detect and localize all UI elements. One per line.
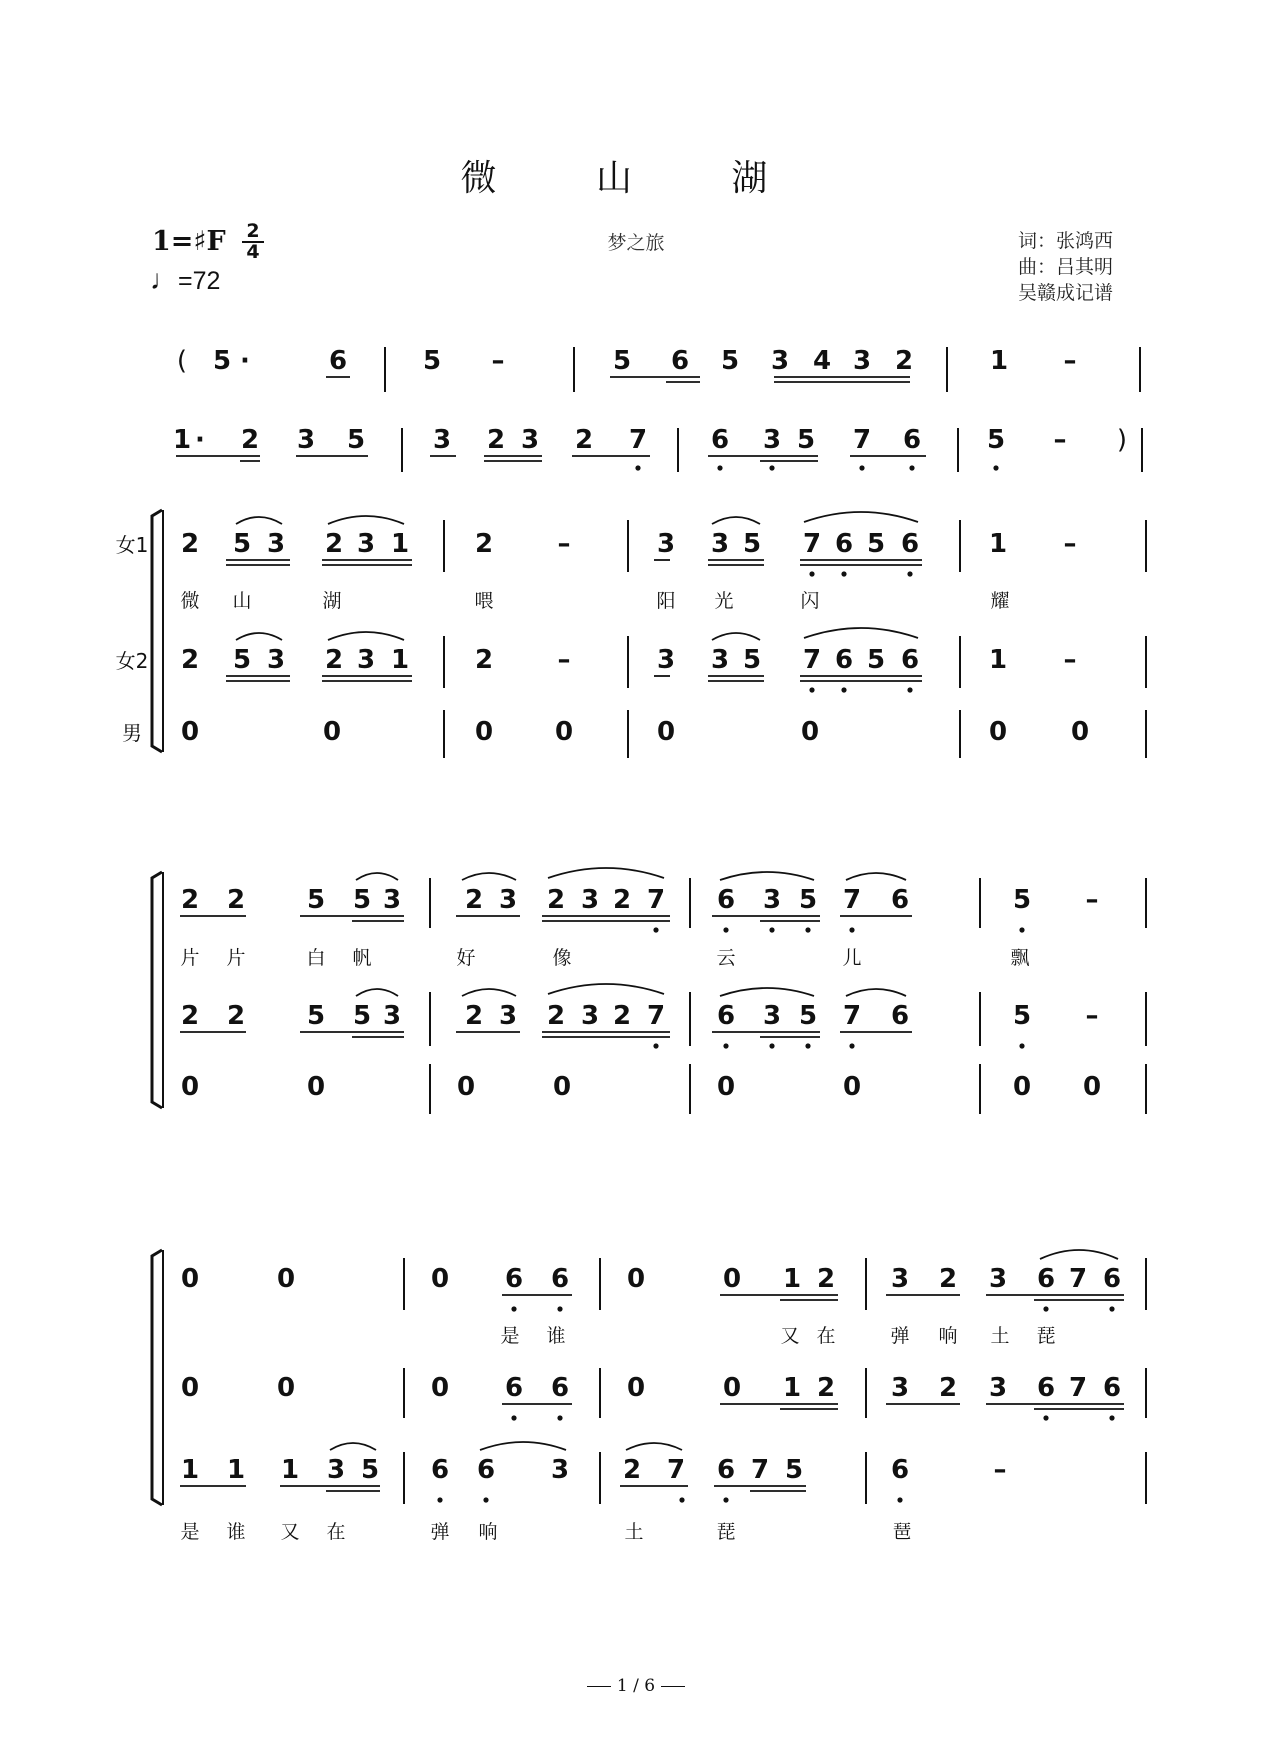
lyric-char: 儿 [842,947,862,969]
octave-dot [653,1043,658,1048]
lyric-char: 闪 [800,590,820,612]
intro-note: 5 [720,346,740,376]
melody-note: 7 [750,1455,770,1485]
melody-note: 0 [276,1264,296,1294]
melody-note: 3 [382,885,402,915]
melody-note: 6 [1102,1264,1122,1294]
melody-note: 0 [722,1264,742,1294]
melody-note: 1 [280,1455,300,1485]
melody-note: 6 [900,645,920,675]
melody-note: 5 [1012,1001,1032,1031]
lyric-char: 琵 [716,1521,736,1543]
melody-note: 6 [430,1455,450,1485]
intro-note: · [195,425,205,455]
melody-note: 3 [382,1001,402,1031]
slur [356,989,398,996]
system-brace [152,1250,162,1505]
slur [548,868,664,878]
melody-note: 6 [476,1455,496,1485]
melody-note: 6 [716,1001,736,1031]
octave-dot [907,687,912,692]
intro-note: 6 [328,346,348,376]
slur [462,873,516,880]
melody-note: 0 [626,1264,646,1294]
score-title: 微 山 湖 [460,158,812,199]
intro-note: 2 [894,346,914,376]
intro-note: 5 [422,346,442,376]
octave-dot [723,927,728,932]
melody-note: 2 [938,1264,958,1294]
slur [626,1443,682,1450]
lyric-char: 是 [500,1325,520,1347]
intro-note: 6 [710,425,730,455]
octave-dot [511,1306,516,1311]
melody-note: 6 [1036,1373,1056,1403]
lyric-char: 片 [226,947,246,969]
octave-dot [769,465,774,470]
voice-label: 女2 [115,649,149,673]
octave-dot [1043,1306,1048,1311]
melody-note: 3 [656,529,676,559]
melody-note: 0 [180,1264,200,1294]
melody-note: 7 [802,645,822,675]
rest-zero: 0 [842,1072,862,1102]
slur [1040,1250,1118,1259]
lyric-char: 山 [232,590,252,612]
lyric-char: 帆 [352,947,372,969]
lyric-char: 好 [456,947,476,969]
melody-note: 3 [710,645,730,675]
melody-note: 0 [180,1373,200,1403]
melody-note: – [557,529,571,559]
melody-note: 1 [782,1373,802,1403]
intro-note: 5 [986,425,1006,455]
melody-note: – [1063,529,1077,559]
octave-dot [769,1043,774,1048]
slur [480,1442,566,1450]
melody-note: 7 [646,1001,666,1031]
rest-zero: 0 [1012,1072,1032,1102]
melody-note: 2 [622,1455,642,1485]
melody-note: 6 [716,885,736,915]
melody-note: 3 [762,1001,782,1031]
lyric-char: 微 [180,590,200,612]
octave-dot [1019,1043,1024,1048]
rest-zero: 0 [322,717,342,747]
rest-zero: 0 [180,717,200,747]
melody-note: 5 [1012,885,1032,915]
melody-note: 2 [324,645,344,675]
rest-zero: 0 [1082,1072,1102,1102]
rest-zero: 0 [180,1072,200,1102]
score-subtitle: 梦之旅 [607,232,665,254]
melody-note: 2 [464,885,484,915]
melody-note: 6 [504,1264,524,1294]
melody-note: 7 [1068,1373,1088,1403]
slur [462,989,516,996]
slur [712,517,760,524]
melody-note: 5 [742,645,762,675]
octave-dot [635,465,640,470]
rest-zero: 0 [656,717,676,747]
melody-note: 2 [474,645,494,675]
slur [328,516,404,524]
lyric-char: 琵 [1036,1325,1056,1347]
melody-note: – [1085,1001,1099,1031]
slur [330,1443,376,1450]
intro-note: 3 [770,346,790,376]
key-signature: 1=♯F [152,226,226,257]
octave-dot [805,927,810,932]
quarter-note-icon: ♩ [150,264,178,295]
voice-label: 男 [122,721,142,745]
melody-note: 3 [710,529,730,559]
melody-note: 3 [498,885,518,915]
octave-dot [717,465,722,470]
intro-note: – [1063,346,1077,376]
melody-note: 1 [782,1264,802,1294]
rest-zero: 0 [716,1072,736,1102]
melody-note: 2 [938,1373,958,1403]
rest-zero: 0 [1070,717,1090,747]
melody-note: 6 [900,529,920,559]
melody-note: 2 [180,1001,200,1031]
intro-paren: ( [176,346,188,376]
intro-note: 7 [852,425,872,455]
intro-note: 5 [612,346,632,376]
melody-note: 2 [226,1001,246,1031]
melody-note: 5 [352,1001,372,1031]
melody-note: 5 [232,645,252,675]
melody-note: – [1063,645,1077,675]
melody-note: 3 [326,1455,346,1485]
lyric-char: 白 [306,947,326,969]
melody-note: 0 [722,1373,742,1403]
lyric-char: 土 [624,1521,644,1543]
octave-dot [483,1497,488,1502]
intro-note: – [1053,425,1067,455]
octave-dot [557,1415,562,1420]
melody-note: 6 [550,1264,570,1294]
melody-note: 3 [988,1264,1008,1294]
octave-dot [809,571,814,576]
lyric-char: 土 [990,1325,1010,1347]
slur [846,873,906,880]
rest-zero: 0 [552,1072,572,1102]
melody-note: 6 [504,1373,524,1403]
system-brace [152,872,162,1108]
rest-zero: 0 [306,1072,326,1102]
lyricist-credit: 词：张鸿西 [1018,230,1114,252]
melody-note: 3 [762,885,782,915]
melody-note: 1 [390,645,410,675]
intro-note: 5 [346,425,366,455]
melody-note: 5 [306,1001,326,1031]
melody-note: 5 [784,1455,804,1485]
lyric-char: 光 [714,590,734,612]
melody-note: 3 [988,1373,1008,1403]
intro-note: 2 [574,425,594,455]
octave-dot [653,927,658,932]
intro-note: 5 [796,425,816,455]
lyric-char: 弹 [890,1325,910,1347]
octave-dot [769,927,774,932]
melody-note: 6 [890,1001,910,1031]
octave-dot [1019,927,1024,932]
lyric-char: 弹 [430,1521,450,1543]
intro-note: · [240,346,250,376]
octave-dot [849,1043,854,1048]
octave-dot [897,1497,902,1502]
melody-note: 7 [802,529,822,559]
melody-note: 2 [180,885,200,915]
octave-dot [993,465,998,470]
lyric-char: 在 [326,1521,346,1543]
melody-note: 7 [1068,1264,1088,1294]
melody-note: 0 [430,1373,450,1403]
slur [720,872,814,880]
intro-note: 6 [670,346,690,376]
melody-note: 6 [890,885,910,915]
octave-dot [511,1415,516,1420]
slur [356,873,398,880]
melody-note: 7 [842,1001,862,1031]
melody-note: 5 [232,529,252,559]
lyric-char: 阳 [656,590,676,612]
melody-note: 6 [716,1455,736,1485]
intro-paren: ) [1116,425,1128,455]
melody-note: 1 [390,529,410,559]
melody-note: 5 [866,645,886,675]
melody-note: 5 [360,1455,380,1485]
melody-note: 2 [180,529,200,559]
slur [236,517,282,524]
melody-note: 0 [626,1373,646,1403]
lyric-char: 在 [816,1325,836,1347]
lyric-char: 谁 [546,1325,566,1347]
lyric-char: 又 [780,1325,800,1347]
rest-zero: 0 [988,717,1008,747]
melody-note: 3 [550,1455,570,1485]
intro-note: 3 [296,425,316,455]
octave-dot [679,1497,684,1502]
octave-dot [909,465,914,470]
melody-note: 2 [816,1264,836,1294]
melody-note: 3 [890,1264,910,1294]
system-brace [152,510,162,752]
melody-note: 7 [842,885,862,915]
rest-zero: 0 [474,717,494,747]
melody-note: 7 [646,885,666,915]
melody-note: 2 [612,885,632,915]
melody-note: 1 [180,1455,200,1485]
melody-note: – [1085,885,1099,915]
rest-zero: 0 [554,717,574,747]
intro-note: 1 [172,425,192,455]
lyric-char: 飘 [1010,947,1030,969]
melody-note: 3 [356,645,376,675]
lyric-char: 片 [180,947,200,969]
intro-note: 3 [852,346,872,376]
octave-dot [849,927,854,932]
slur [720,988,814,996]
lyric-char: 又 [280,1521,300,1543]
intro-note: 7 [628,425,648,455]
intro-note: 2 [486,425,506,455]
melody-note: 2 [546,1001,566,1031]
slur [548,984,664,994]
lyric-char: 喂 [474,590,494,612]
slur [804,628,918,638]
melody-note: 2 [546,885,566,915]
time-signature-numerator: 2 [242,222,264,243]
page-number [0,1676,1272,1696]
voice-label: 女1 [115,533,149,557]
melody-note: 3 [656,645,676,675]
melody-note: 1 [226,1455,246,1485]
slur [236,633,282,640]
octave-dot [723,1043,728,1048]
slur [846,989,906,996]
melody-note: 2 [612,1001,632,1031]
melody-note: 6 [550,1373,570,1403]
octave-dot [805,1043,810,1048]
intro-note: 5 [212,346,232,376]
time-signature-denominator: 4 [246,241,260,263]
lyric-char: 响 [478,1521,498,1543]
melody-note: 6 [890,1455,910,1485]
melody-note: – [993,1455,1007,1485]
tempo-value: =72 [178,267,221,295]
intro-note: 1 [989,346,1009,376]
octave-dot [1043,1415,1048,1420]
melody-note: 2 [474,529,494,559]
melody-note: 3 [580,1001,600,1031]
melody-note: – [557,645,571,675]
lyric-char: 耀 [990,590,1010,612]
intro-note: 6 [902,425,922,455]
melody-note: 5 [352,885,372,915]
octave-dot [841,687,846,692]
melody-note: 2 [324,529,344,559]
melody-note: 2 [180,645,200,675]
slur [328,632,404,640]
melody-note: 6 [834,645,854,675]
melody-note: 5 [742,529,762,559]
lyric-char: 像 [552,947,572,969]
lyric-char: 湖 [322,590,342,612]
octave-dot [437,1497,442,1502]
lyric-char: 是 [180,1521,200,1543]
lyric-char: 琶 [892,1521,912,1543]
lyric-char: 谁 [226,1521,246,1543]
melody-note: 5 [306,885,326,915]
melody-note: 2 [816,1373,836,1403]
melody-note: 3 [266,645,286,675]
melody-note: 6 [834,529,854,559]
melody-note: 3 [356,529,376,559]
melody-note: 6 [1102,1373,1122,1403]
octave-dot [1109,1415,1114,1420]
page-number-text: 1 / 6 [616,1676,656,1696]
lyric-char: 云 [716,947,736,969]
melody-note: 0 [430,1264,450,1294]
melody-note: 3 [890,1373,910,1403]
melody-note: 2 [226,885,246,915]
intro-note: 3 [520,425,540,455]
melody-note: 6 [1036,1264,1056,1294]
melody-note: 3 [580,885,600,915]
melody-note: 1 [988,529,1008,559]
intro-note: 2 [240,425,260,455]
melody-note: 7 [666,1455,686,1485]
slur [712,633,760,640]
transcriber-credit: 吴赣成记谱 [1018,282,1114,304]
melody-note: 3 [498,1001,518,1031]
octave-dot [907,571,912,576]
slur [804,512,918,522]
octave-dot [859,465,864,470]
intro-note: 3 [432,425,452,455]
melody-note: 5 [798,885,818,915]
melody-note: 1 [988,645,1008,675]
rest-zero: 0 [800,717,820,747]
intro-note: 3 [762,425,782,455]
octave-dot [1109,1306,1114,1311]
melody-note: 0 [276,1373,296,1403]
octave-dot [809,687,814,692]
lyric-char: 响 [938,1325,958,1347]
octave-dot [557,1306,562,1311]
intro-note: 4 [812,346,832,376]
rest-zero: 0 [456,1072,476,1102]
melody-note: 3 [266,529,286,559]
melody-note: 5 [866,529,886,559]
octave-dot [841,571,846,576]
octave-dot [723,1497,728,1502]
melody-note: 2 [464,1001,484,1031]
intro-note: – [491,346,505,376]
composer-credit: 曲：吕其明 [1018,256,1114,278]
melody-note: 5 [798,1001,818,1031]
